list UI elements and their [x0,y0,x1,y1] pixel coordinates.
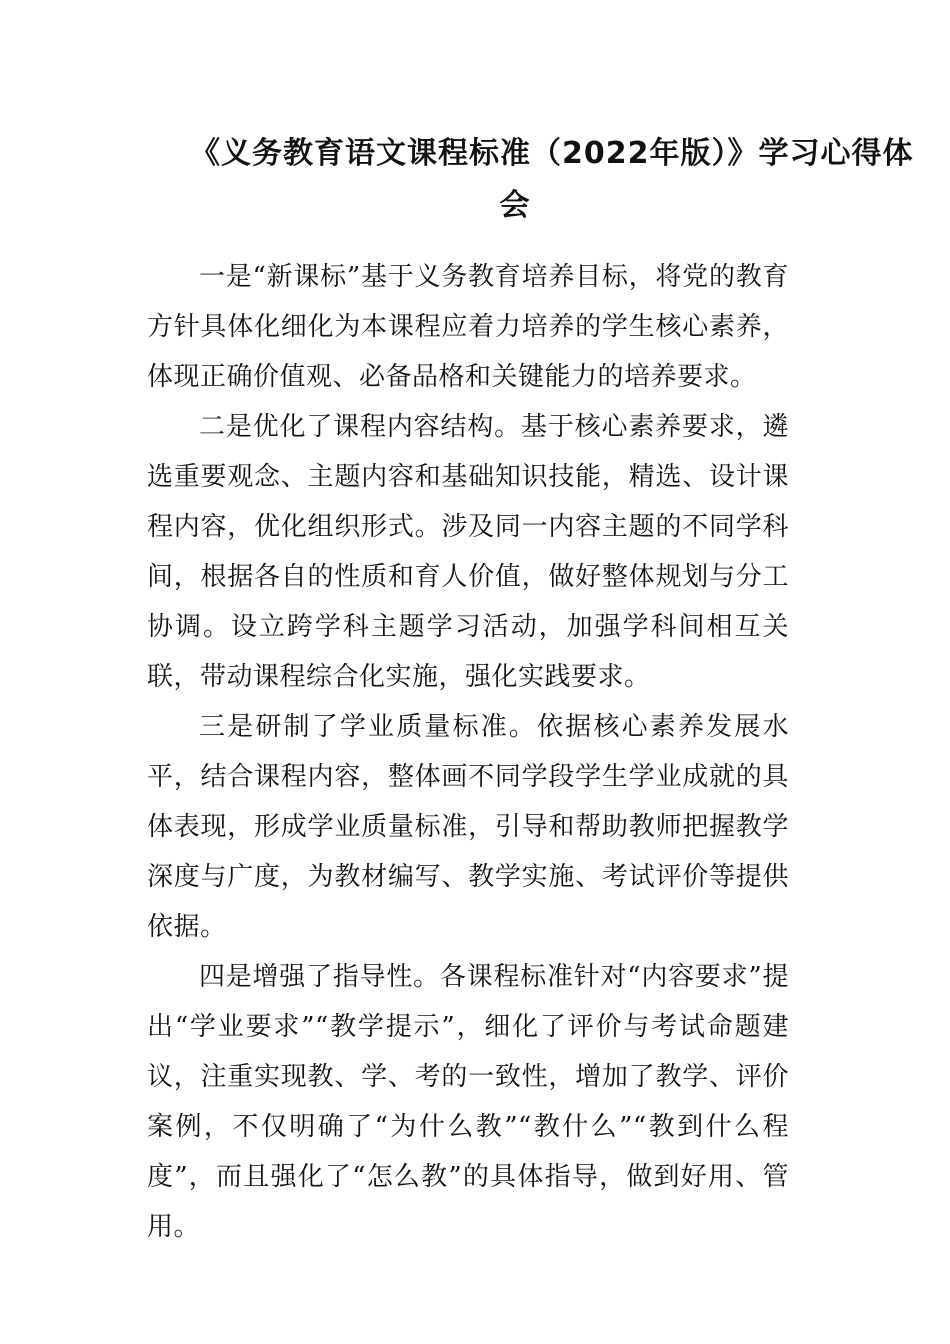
title-line-1: 《义务教育语文课程标准（2022年版）》学习心得体 [190,136,914,171]
paragraph-4: 四是增强了指导性。各课程标准针对“内容要求”提出“学业要求”“教学提示”，细化了评价与考试命题建议，注重实现教、学、考的一致性，增加了教学、评价案例，不仅明确了“为什么教”“教什么”“教到什么程度”，而且强化了“怎么教”的具体指导，做到好用、管用。 [147,962,789,1242]
paragraph-1: 一是“新课标”基于义务教育培养目标，将党的教育方针具体化细化为本课程应着力培养的学生核心素养，体现正确价值观、必备品格和关键能力的培养要求。 [147,262,789,392]
document-title [150,128,914,232]
paragraph-2: 二是优化了课程内容结构。基于核心素养要求，遴选重要观念、主题内容和基础知识技能，精选、设计课程内容，优化组织形式。涉及同一内容主题的不同学科间，根据各自的性质和育人价值，做好整体规划与分工协调。设立跨学科主题学习活动，加强学科间相互关联，带动课程综合化实施，强化实践要求。 [147,412,789,692]
title-line-2: 会 [499,188,531,223]
document-body [147,252,789,1252]
paragraph-3: 三是研制了学业质量标准。依据核心素养发展水平，结合课程内容，整体画不同学段学生学业成就的具体表现，形成学业质量标准，引导和帮助教师把握教学深度与广度，为教材编写、教学实施、考试评价等提供依据。 [147,712,789,942]
